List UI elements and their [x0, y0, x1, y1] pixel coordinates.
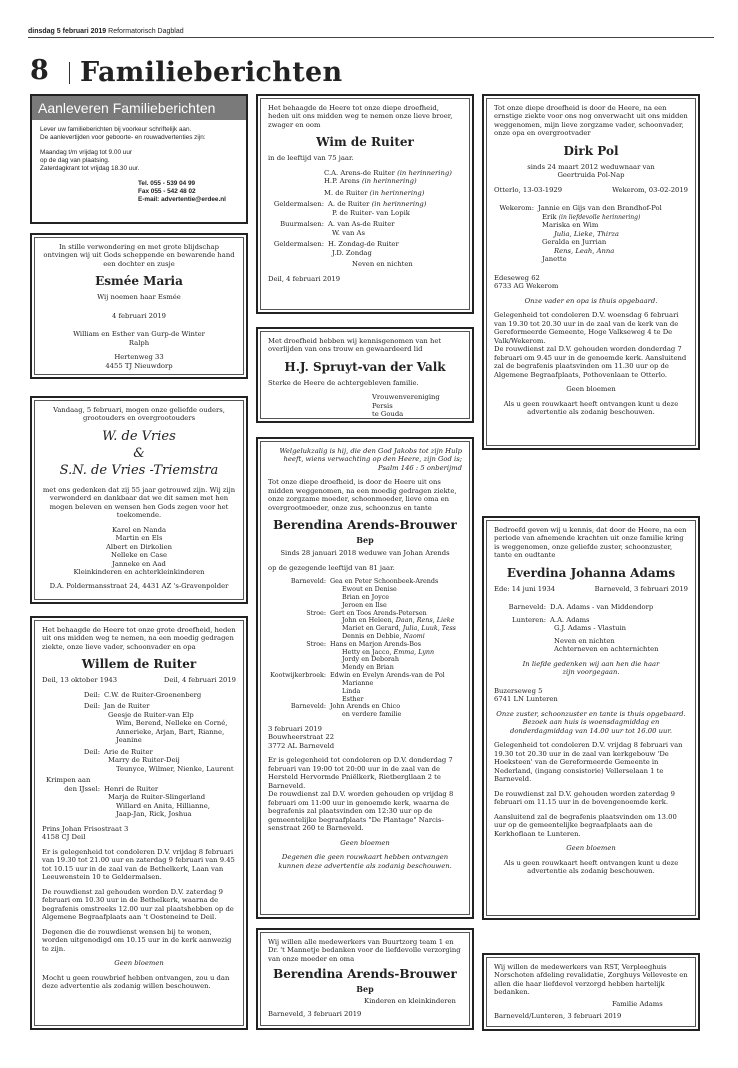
esmee-name: Esmée Maria — [95, 274, 183, 289]
willem-flowers: Geen bloemen — [114, 959, 164, 968]
spruyt-intro: Met droefheid hebben wij kennisgenomen van het overlijden van ons trouw en gewaardeerd lid — [268, 337, 442, 354]
dirk-label1: Wekerom: — [499, 204, 534, 213]
everdina-label1: Barneveld: — [508, 603, 546, 612]
aanleveren-box — [30, 94, 248, 224]
header-paper: Reformatorisch Dagblad — [108, 28, 184, 35]
title-separator — [69, 62, 70, 84]
everdina-address2: 6741 LN Lunteren — [494, 695, 558, 704]
esmee-intro: In stille verwondering en met grote blijdschap ontvingen wij uit Gods scheppende en bewarende hand een dochter en zusje — [43, 243, 235, 268]
berendina-family4: Edwin en Evelyn Arends-van de Pol — [330, 671, 445, 680]
berendina-family3: Hans en Marjon Arends-Bos — [330, 639, 422, 648]
willem-family3b: Marry de Ruiter-Deij — [108, 756, 180, 765]
willem-family2d: Annerieke, Arjan, Bart, Rianne, — [116, 727, 225, 736]
dirk-name: Dirk Pol — [563, 143, 619, 158]
esmee-date: 4 februari 2019 — [112, 311, 166, 320]
berendina-family3d: Mendy en Brian — [342, 663, 394, 672]
berendina-family4c: Linda — [342, 686, 361, 695]
wim-label6: Geldermalsen: — [273, 240, 324, 249]
dirk-service: De rouwdienst zal D.V. gehouden worden donderdag 7 februari om 9.45 uur in de genoemde kerk. Aansluitend zal de begrafenis plaatsvinden om 11.30 uur op de Algemene Begraafplaats, Pothovenlaan te Otterlo. — [494, 345, 687, 379]
wim-family5: A. van As-de Ruiter — [328, 220, 395, 229]
dirk-born: Otterlo, 13-03-1929 — [494, 185, 563, 194]
thanks-notice-adams — [482, 953, 700, 1031]
willem-label3: Deil: — [83, 747, 100, 756]
devries-child4: Nelleke en Case — [111, 551, 167, 560]
berendina-closing: Degenen die geen rouwkaart hebben ontvangen kunnen deze advertentie als zodanig beschouwen. — [278, 853, 452, 870]
everdina-burial: Aansluitend zal de begrafenis plaatsvinden om 13.00 uur op de gemeentelijke begraafplaats aan de Kerkhoflaan te Lunteren. — [494, 812, 677, 838]
berendina-family4d: Esther — [342, 694, 364, 703]
everdina-memory1: In liefde gedenken wij aan hen die haar — [522, 659, 660, 668]
wim-family4b: P. de Ruiter- van Lopik — [332, 208, 410, 217]
everdina-label2: Lunteren: — [512, 615, 546, 624]
willem-label2: Deil: — [83, 702, 100, 711]
berendina-name: Berendina Arends-Brouwer — [273, 518, 457, 533]
berendina2-date: Barneveld, 3 februari 2019 — [268, 1009, 362, 1018]
willem-label4a: Krimpen aan — [46, 776, 91, 785]
rst-signature: Familie Adams — [612, 999, 663, 1008]
aanleveren-title: Aanleveren Familieberichten — [32, 96, 246, 120]
berendina2-signature: Kinderen en kleinkinderen — [364, 997, 456, 1006]
rst-date: Barneveld/Lunteren, 3 februari 2019 — [494, 1012, 622, 1021]
willem-service: De rouwdienst zal gehouden worden D.V. zaterdag 9 februari om 10.30 uur in de Bethelkerk, waarna de begrafenis omstreeks 12.00 uur zal plaatshebben op de Algemene Begraafplaats aan 't Oosteneind te Deil. — [42, 887, 234, 922]
devries-child5: Janneke en Aad — [112, 559, 166, 568]
berendina2-name: Berendina Arends-Brouwer — [273, 967, 457, 982]
anniversary-notice-devries — [30, 396, 248, 604]
berendina-family1b: Ewout en Denise — [342, 585, 397, 594]
spruyt-name: H.J. Spruyt-van der Valk — [284, 359, 446, 374]
wim-family3: M. de Ruiter — [324, 188, 368, 197]
berendina-family2c: Mariet en Gerard, — [342, 624, 401, 633]
willem-family2: Jan de Ruiter — [104, 702, 150, 711]
wim-label5: Buurmalsen: — [280, 220, 324, 229]
willem-family4b: Marja de Ruiter-Slingerland — [108, 793, 206, 802]
berendina-since: Sinds 28 januari 2018 weduwe van Johan Arends — [280, 549, 450, 558]
dirk-family1b: Erik — [542, 212, 557, 221]
dirk-since1: sinds 24 maart 2012 weduwnaar van — [527, 162, 655, 171]
dirk-family1c: Mariska en Wim — [542, 221, 599, 230]
berendina-service: De rouwdienst zal D.V. worden gehouden op vrijdag 8 februari om 11:00 uur in genoemde kerk, waarna de begrafenis zal plaatsvinden om 12:30 uur op de gemeentelijke begraafplaats "De Plantage" Narcis-senstraat 260 te Barneveld. — [268, 790, 454, 833]
willem-family4d: Jaap-Jan, Rick, Joshua — [116, 810, 192, 819]
wim-family2: H.P. Arens — [324, 177, 360, 186]
berendina2-intro: Wij willen alle medewerkers van Buurtzorg team 1 en Dr. 't Mannetje bedanken voor de liefdevolle verzorging van onze moeder en oma — [268, 938, 461, 963]
wim-family7: Neven en nichten — [352, 260, 413, 269]
aanleveren-line5: Zaterdagkrant tot vrijdag 18.30 uur. — [40, 165, 140, 173]
everdina-family1: D.A. Adams - van Middendorp — [550, 603, 654, 612]
berendina-family1d: Jeroen en Ilse — [342, 600, 387, 609]
berendina-flowers: Geen bloemen — [340, 838, 390, 847]
willem-family1: C.W. de Ruiter-Groenenberg — [104, 690, 202, 699]
willem-family3c: Teunyce, Wilmer, Nienke, Laurent — [116, 764, 234, 773]
spruyt-text: Sterke de Heere de achtergebleven familie. — [268, 378, 419, 387]
aanleveren-fax: Fax 055 - 542 48 02 — [138, 187, 196, 195]
wim-name: Wim de Ruiter — [316, 135, 414, 150]
devries-name2: S.N. de Vries -Triemstra — [59, 462, 219, 478]
berendina-family2c-kids: Julia, Luuk, Tess — [402, 624, 456, 633]
dirk-since2: Geertruida Pol-Nap — [557, 171, 625, 180]
berendina-family2b: John en Heleen, — [342, 616, 394, 625]
aanleveren-line2: De aanlevertijden voor geboorte- en rouwadvertenties zijn: — [40, 134, 206, 142]
birth-notice-esmee — [30, 233, 248, 379]
aanleveren-email: E-mail: advertentie@erdee.nl — [138, 196, 226, 204]
wim-family1-note: (in herinnering) — [397, 168, 452, 177]
willem-family4: Henri de Ruiter — [104, 784, 159, 793]
willem-address1: Prins Johan Frisostraat 3 — [42, 824, 129, 833]
wim-family2-note: (in herinnering) — [361, 177, 417, 186]
berendina-family2d-kids: Naomi — [403, 632, 425, 641]
death-notice-dirk-pol — [482, 94, 700, 450]
everdina-address1: Buzerseweg 5 — [494, 686, 543, 695]
willem-family4c: Willard en Anita, Hillianne, — [116, 801, 210, 810]
everdina-service: De rouwdienst zal D.V. gehouden worden zaterdag 9 februari om 11.15 uur in de bovengenoemde kerk. — [494, 789, 675, 807]
everdina-family4: Achterneven en achternichten — [554, 645, 659, 654]
berendina-family3c: Jordy en Deborah — [342, 655, 399, 664]
berendina-label1: Barneveld: — [290, 577, 326, 586]
willem-died: Deil, 4 februari 2019 — [163, 676, 236, 685]
berendina-date: 3 februari 2019 — [268, 724, 322, 733]
berendina-family2b-kids: Daan, Rens, Lieke — [395, 616, 455, 625]
willem-closing: Mocht u geen rouwbrief hebben ontvangen, zou u dan deze advertentie als zodanig willen beschouwen. — [42, 973, 230, 990]
wim-family3-note: (in herinnering) — [369, 188, 425, 197]
dirk-intro: Tot onze diepe droefheid is door de Heere, na een ernstige ziekte voor ons nog onverwacht uit ons midden weggenomen, mijn lieve zorgzame vader, schoonvader, onze opa en overgrootvader — [494, 104, 688, 138]
everdina-name: Everdina Johanna Adams — [506, 565, 676, 580]
dirk-family1b-note: (in liefdevolle herinnering) — [558, 213, 641, 221]
wim-family5b: W. van As — [332, 228, 365, 237]
everdina-family2b: G.J. Adams - Vlastuin — [554, 624, 627, 633]
berendina-age: op de gezegende leeftijd van 81 jaar. — [268, 563, 395, 572]
aanleveren-line3: Maandag t/m vrijdag tot 9.00 uur — [40, 148, 133, 156]
devries-child3: Albert en Dirkolien — [106, 542, 172, 551]
esmee-address2: 4455 TJ Nieuwdorp — [105, 361, 173, 370]
death-notice-berendina — [256, 437, 474, 919]
berendina-address1: Bouwheerstraat 22 — [268, 733, 335, 742]
page-header — [28, 28, 184, 35]
willem-label4b: den IJssel: — [64, 784, 100, 793]
devries-grandchildren: Kleinkinderen en achterkleinkinderen — [73, 568, 205, 576]
wim-family4: A. de Ruiter — [328, 200, 370, 209]
wim-label4: Geldermalsen: — [273, 200, 324, 209]
willem-family3: Arie de Ruiter — [104, 747, 153, 756]
dirk-address2: 6733 AG Wekerom — [494, 282, 559, 291]
berendina-label3: Stroe: — [306, 639, 326, 648]
everdina-closing: Als u geen rouwkaart heeft ontvangen kunt u deze advertentie als zodanig beschouwen. — [503, 858, 679, 876]
berendina-label2: Stroe: — [306, 608, 326, 617]
berendina-label4: Kootwijkerbroek: — [270, 671, 326, 680]
devries-intro: Vandaag, 5 februari, mogen onze geliefde ouders, grootouders en overgrootouders — [53, 406, 225, 423]
death-notice-wim — [256, 94, 474, 314]
dirk-family1f: Rens, Leah, Anna — [554, 246, 615, 255]
aanleveren-line1: Lever uw familieberichten bij voorkeur schriftelijk aan. — [40, 126, 192, 133]
willem-condolence: Er is gelegenheid tot condoleren D.V. vrijdag 8 februari van 19.30 tot 21.00 uur en zaterdag 9 februari van 9.45 tot 10.15 uur in de zaal van de Bethelkerk, Laan van Leeuwenstein 10 te Geldermalsen. — [42, 847, 235, 882]
dirk-family1g: Janette — [542, 255, 567, 264]
everdina-flowers: Geen bloemen — [566, 844, 616, 853]
dirk-condolence: Gelegenheid tot condoleren D.V. woensdag 6 februari van 19.30 tot 20.30 uur in de zaal van de kerk van de Gereformeerde Gemeente, Hoge Valkseweg 4 te De Valk/Wekerom. — [494, 311, 679, 345]
berendina-family5b: en verdere familie — [342, 710, 402, 719]
esmee-address1: Hertenweg 33 — [114, 353, 164, 362]
dirk-address1: Edeseweg 62 — [494, 273, 540, 282]
willem-family2b: Geesje de Ruiter-van Elp — [108, 710, 194, 719]
death-notice-everdina — [482, 516, 700, 920]
willem-family2e: Jeanine — [116, 736, 142, 745]
section-title: Familieberichten — [80, 57, 343, 88]
everdina-memory2: zijn voorgegaan. — [562, 668, 620, 677]
berendina-family5: John Arends en Chico — [330, 702, 401, 711]
berendina-family1: Gea en Peter Schoonbeek-Arends — [330, 577, 439, 586]
willem-intro: Het behaagde de Heere tot onze grote droefheid, heden uit ons midden weg te nemen, na een moedig gedragen ziekte, onze lieve vader, schoonvader en opa — [42, 626, 236, 651]
willem-label1: Deil: — [83, 690, 100, 699]
spruyt-signature2: te Gouda — [372, 410, 404, 419]
devries-child2: Martin en Els — [115, 534, 163, 543]
dirk-family1: Jannie en Gijs van den Brandhof-Pol — [538, 204, 662, 213]
wim-family1: C.A. Arens-de Ruiter — [324, 168, 395, 177]
everdina-home: Onze zuster, schoonzuster en tante is thuis opgebaard. Bezoek aan huis is woensdagmiddag en donderdagmiddag van 14.00 uur tot 16.00 uur. — [496, 709, 686, 735]
berendina-label5: Barneveld: — [290, 702, 326, 711]
dirk-family1e: Geralda en Jurrian — [542, 238, 607, 247]
everdina-intro: Bedroefd geven wij u kennis, dat door de Heere, na een periode van afnemende krachten uit onze familie kring is weggenomen, onze geliefde zuster, schoonzuster, tante en oudtante — [494, 526, 687, 560]
esmee-called: Wij noemen haar Esmée — [97, 293, 181, 302]
everdina-died: Barneveld, 3 februari 2019 — [594, 584, 688, 593]
everdina-family3: Neven en nichten — [554, 636, 615, 645]
aanleveren-tel: Tel. 055 - 539 04 99 — [138, 179, 196, 187]
death-notice-willem — [30, 616, 248, 1030]
berendina-family1c: Brian en Joyce — [342, 592, 390, 601]
devries-amp: & — [133, 445, 145, 461]
berendina-condolence: Er is gelegenheid tot condoleren op D.V. donderdag 7 februari van 19:00 tot 20:00 uur in de zaal van de Hersteld Hervormde Pniëlkerk, Rietbergllaan 2 te Barneveld. — [268, 756, 453, 790]
spruyt-signature1: Vrouwenvereniging Persis — [372, 393, 440, 410]
everdina-born: Ede: 14 juni 1934 — [494, 584, 556, 593]
berendina-family2: Gert en Toos Arends-Petersen — [330, 608, 427, 617]
willem-address2: 4158 CJ Deil — [42, 833, 86, 842]
everdina-family2: A.A. Adams — [550, 615, 590, 624]
wim-intro: Het behaagde de Heere tot onze diepe droefheid, heden uit ons midden weg te nemen onze lieve broer, zwager en oom — [268, 104, 453, 129]
wim-family6b: J.D. Zondag — [332, 248, 372, 257]
condolence-notice-spruyt — [256, 327, 474, 423]
aanleveren-line4: op de dag van plaatsing. — [40, 156, 110, 164]
berendina-address2: 3772 AL Barneveld — [268, 741, 335, 750]
devries-address: D.A. Poldermansstraat 24, 4431 AZ 's-Gravenpolder — [49, 582, 229, 591]
berendina-call-name: Bep — [356, 535, 374, 546]
rst-intro: Wij willen de medewerkers van RST, Verpleeghuis Norschoten afdeling revalidatie, Zorghuys Velleveste en allen die haar liefdevol verzorgd hebben hartelijk bedanken. — [494, 963, 688, 997]
wim-age: in de leeftijd van 75 jaar. — [268, 154, 354, 163]
page-number: 8 — [30, 55, 49, 86]
devries-text: met ons gedenken dat zij 55 jaar getrouwd zijn. Wij zijn verwonderd en dankbaar dat we dit samen met hen mogen beleven en wensen hen Gods zegen voor het toekomende. — [42, 485, 236, 520]
wim-family6: H. Zondag-de Ruiter — [328, 240, 399, 249]
willem-born: Deil, 13 oktober 1943 — [42, 676, 118, 685]
berendina-intro: Tot onze diepe droefheid, is door de Heere uit ons midden weggenomen, na een moedig gedragen ziekte, onze zorgzame moeder, schoonmoeder, lieve oma en overgrootmoeder, onze zus, schoonzus en tante — [268, 478, 457, 512]
berendina-family3b: Hetty en Jacco, — [342, 647, 392, 656]
dirk-died: Wekerom, 03-02-2019 — [612, 185, 688, 194]
thanks-notice-berendina — [256, 928, 474, 1030]
header-rule — [28, 37, 714, 38]
wim-date: Deil, 4 februari 2019 — [268, 274, 341, 283]
devries-child1: Karel en Nanda — [111, 525, 167, 534]
willem-name: Willem de Ruiter — [81, 657, 197, 672]
berendina-family4b: Marianne — [342, 678, 374, 687]
willem-family2c: Wim, Berend, Nelleke en Corné, — [116, 719, 228, 728]
dirk-flowers: Geen bloemen — [566, 385, 616, 394]
willem-invitation: Degenen die de rouwdienst wensen bij te wonen, worden uitgenodigd om 10.15 uur in de kerk aanwezig te zijn. — [42, 927, 232, 953]
esmee-sibling: Ralph — [128, 338, 150, 347]
berendina2-call-name: Bep — [356, 984, 374, 995]
everdina-condolence: Gelegenheid tot condoleren D.V. vrijdag 8 februari van 19.30 tot 20.30 uur in de zaal van kerkgebouw 'De Hoeksteen' van de Gereformeerde Gemeente in Nederland, (ingang consistorie) Vellerselaan 1 te Barneveld. — [494, 741, 683, 784]
wim-family4-note: (in herinnering) — [371, 200, 427, 209]
dirk-home: Onze vader en opa is thuis opgebaard. — [524, 296, 658, 305]
berendina-family3b-kids: Emma, Lynn — [393, 647, 435, 656]
berendina-quote: Welgelukzalig is hij, die den God Jakobs tot zijn Hulp heeft, wiens verwachting op den Heere, zijn God is; Psalm 146 : 5 onberijmd — [279, 447, 462, 472]
dirk-family1d: Julia, Lieke, Thirza — [554, 229, 619, 238]
devries-name1: W. de Vries — [102, 428, 176, 444]
header-date: dinsdag 5 februari 2019 — [28, 28, 107, 35]
berendina-family2d: Dennis en Debbie, — [342, 632, 402, 641]
dirk-closing: Als u geen rouwkaart heeft ontvangen kunt u deze advertentie als zodanig beschouwen. — [503, 399, 679, 417]
esmee-parents: William en Esther van Gurp-de Winter — [73, 330, 205, 339]
